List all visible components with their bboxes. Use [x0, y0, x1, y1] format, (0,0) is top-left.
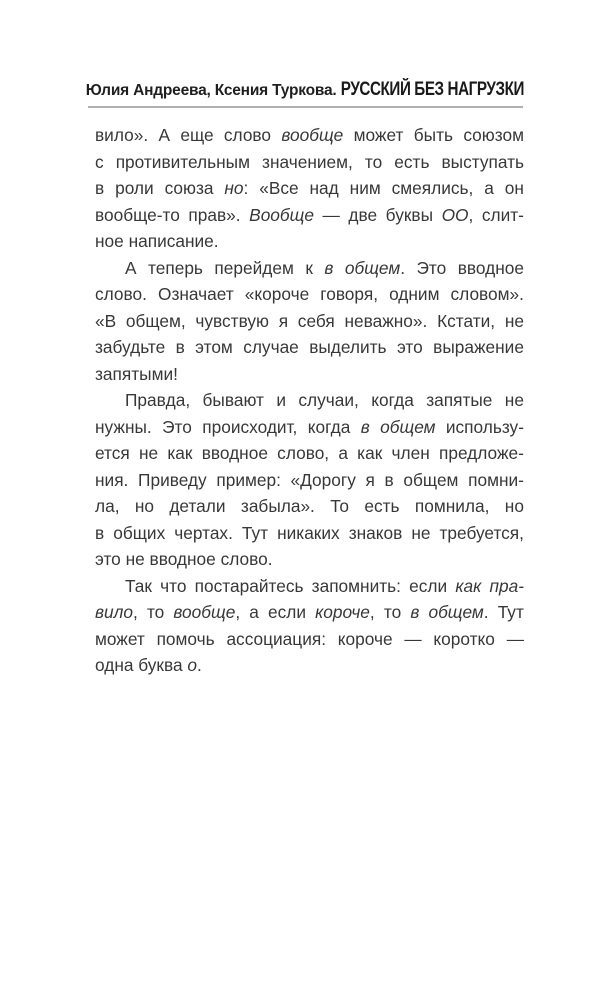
- header-divider: [88, 106, 523, 108]
- paragraph: [95, 573, 524, 679]
- text-line: это не вводное слово.: [95, 549, 273, 569]
- text-line: может помочь ассоциация: короче — коротко —: [95, 628, 524, 649]
- paragraph: [95, 122, 524, 255]
- text-line: в роли союза но: «Все над ним смеялись, а он: [95, 178, 524, 198]
- text-line: вило». А еще слово вообще может быть союзом: [95, 125, 524, 145]
- text-line: вило, то вообще, а если короче, то в общем. Тут: [95, 602, 524, 622]
- text-line: ное написание.: [95, 231, 219, 251]
- paragraph: [95, 255, 524, 388]
- text-line: забудьте в этом случае выделить это выражение: [95, 337, 524, 357]
- authors-text: Юлия Андреева, Ксения Туркова.: [85, 82, 337, 99]
- text-line: ется не как вводное слово, а как член предложе-: [95, 443, 524, 463]
- text-line: слово. Означает «короче говоря, одним словом».: [95, 284, 524, 304]
- text-line: запятыми!: [95, 363, 178, 384]
- text-line: Так что постарайтесь запомнить: если как пра-: [125, 575, 524, 596]
- text-line: «В общем, чувствую я себя неважно». Кстати, не: [95, 310, 524, 331]
- page-header: [86, 79, 524, 101]
- text-line: вообще-то прав». Вообще — две буквы ОО, слит-: [95, 204, 524, 225]
- text-line: нужны. Это происходит, когда в общем использу-: [95, 416, 524, 437]
- paragraph: [95, 387, 524, 573]
- text-line: с противительным значением, то есть выступать: [95, 151, 524, 172]
- text-line: ния. Приведу пример: «Дорогу я в общем помни-: [95, 469, 524, 490]
- page-content: [95, 122, 524, 679]
- book-title-logo: РУССКИЙ БЕЗ НАГРУЗКИ: [340, 79, 524, 100]
- text-line: одна буква о.: [95, 655, 202, 675]
- text-line: А теперь перейдем к в общем. Это вводное: [125, 257, 524, 278]
- text-line: ла, но детали забыла». То есть помнила, но: [95, 496, 524, 516]
- text-line: Правда, бывают и случаи, когда запятые не: [125, 390, 524, 410]
- text-line: в общих чертах. Тут никаких знаков не требуется,: [95, 522, 524, 543]
